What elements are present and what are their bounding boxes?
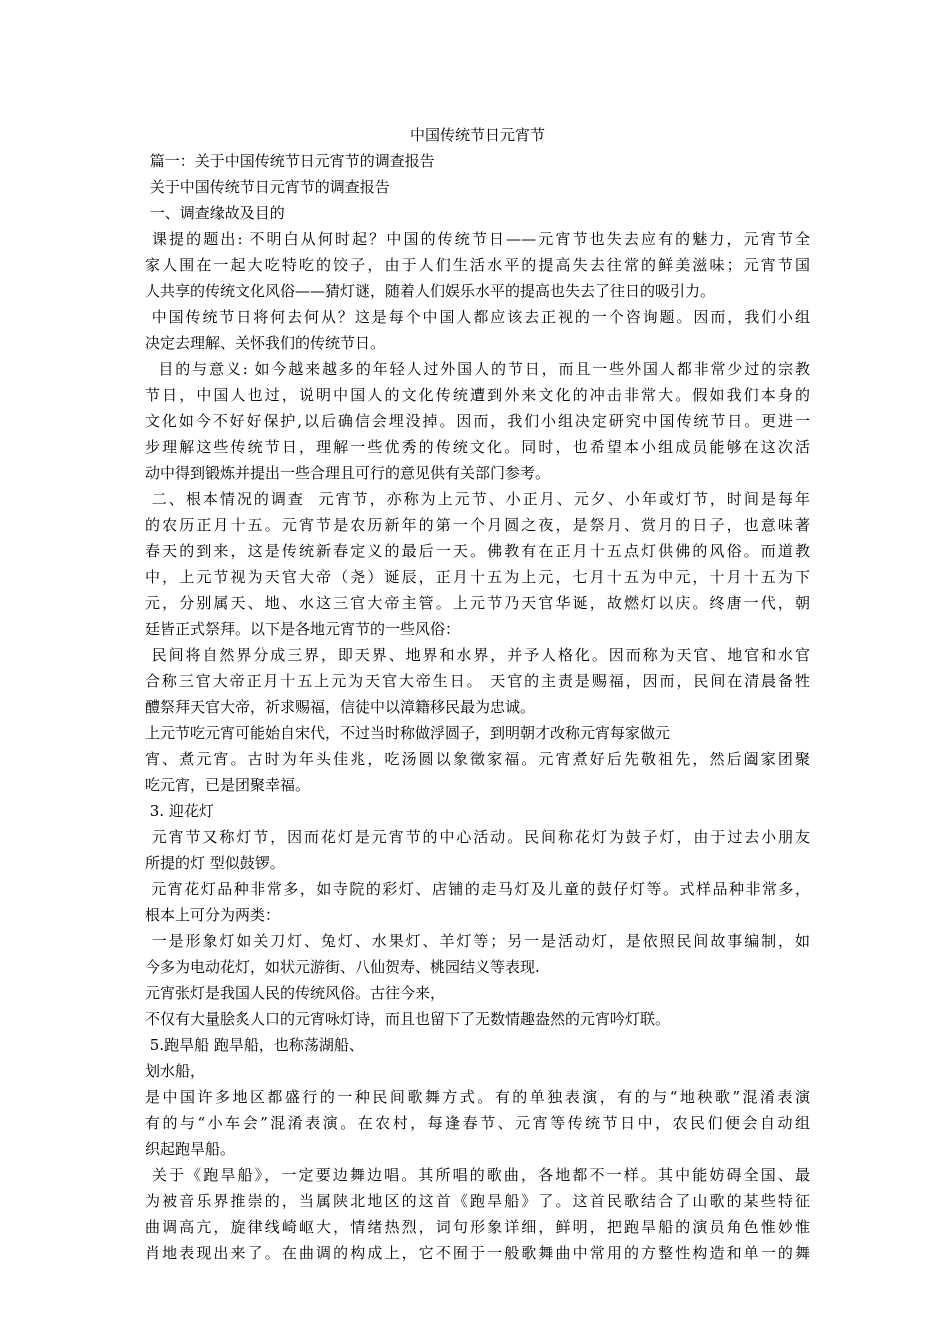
text-line: 篇一：关于中国传统节日元宵节的调查报告 (145, 152, 435, 170)
text-line: 一是形象灯如关刀灯、兔灯、水果灯、羊灯等；另一是活动灯，是依照民间故事编制，如 (145, 932, 810, 950)
text-line: 目的与意义: 如今越来越多的年轻人过外国人的节日，而且一些外国人都非常少过的宗教 (145, 360, 810, 378)
text-line: 吃元宵，已是团聚幸福。 (145, 776, 311, 794)
text-line: 中国传统节日将何去何从？这是每个中国人都应该去正视的一个咨询题。因而，我们小组 (145, 308, 810, 326)
text-line: 有的与“小车会”混淆表演。在农村，每逢春节、元宵等传统节日中，农民们便会自动组 (145, 1114, 810, 1132)
text-line: 文化如今不好好保护,以后确信会埋没掉。因而，我们小组决定研究中国传统节日。更进一 (145, 412, 810, 430)
text-line: 5.跑旱船 跑旱船，也称荡湖船、 (145, 1036, 364, 1054)
text-line: 步理解这些传统节日，理解一些优秀的传统文化。同时，也希望本小组成员能够在这次活 (145, 438, 810, 456)
text-line: 是中国许多地区都盛行的一种民间歌舞方式。有的单独表演，有的与“地秧歌”混淆表演 (145, 1088, 810, 1106)
text-line: 根本上可分为两类： (145, 906, 281, 924)
text-line: 所提的灯 型似鼓锣。 (145, 854, 285, 872)
text-line: 为被音乐界推崇的，当属陕北地区的这首《跑旱船》了。这首民歌结合了山歌的某些特征 (145, 1192, 810, 1210)
text-line: 动中得到锻炼并提出一些合理且可行的意见供有关部门参考。 (145, 464, 551, 482)
text-line: 今多为电动花灯，如状元游街、八仙贺寿、桃园结义等表现. (145, 958, 540, 976)
text-line: 家人围在一起大吃特吃的饺子，由于人们生活水平的提高失去往常的鲜美滋味；元宵节国 (145, 256, 810, 274)
text-line: 中，上元节视为天官大帝（尧）诞辰，正月十五为上元，七月十五为中元，十月十五为下 (145, 568, 810, 586)
text-line: 春天的到来，这是传统新春定义的最后一天。佛教有在正月十五点灯供佛的风俗。而道教 (145, 542, 810, 560)
text-line: 宵、煮元宵。古时为年头佳兆，吃汤圆以象徵家福。元宵煮好后先敬祖先，然后阖家团聚 (145, 750, 810, 768)
text-line: 二、根本情况的调查 元宵节，亦称为上元节、小正月、元夕、小年或灯节，时间是每年 (145, 490, 810, 508)
text-line: 曲调高亢，旋律线崎岖大，情绪热烈，词句形象详细，鲜明，把跑旱船的演员角色惟妙惟 (145, 1218, 810, 1236)
text-line: 肖地表现出来了。在曲调的构成上，它不囿于一般歌舞曲中常用的方整性构造和单一的舞 (145, 1244, 810, 1262)
text-line: 元宵节又称灯节，因而花灯是元宵节的中心活动。民间称花灯为鼓子灯，由于过去小朋友 (145, 828, 810, 846)
text-line: 上元节吃元宵可能始自宋代，不过当时称做浮圆子，到明朝才改称元宵每家做元 (145, 724, 671, 742)
text-line: 元宵花灯品种非常多，如寺院的彩灯、店铺的走马灯及儿童的鼓仔灯等。式样品种非常多， (145, 880, 810, 898)
text-line: 合称三官大帝正月十五上元为天官大帝生日。 天官的主责是赐福，因而，民间在清晨备牲 (145, 672, 810, 690)
document-title: 中国传统节日元宵节 (409, 126, 545, 144)
text-line: 节日，中国人也过，说明中国人的文化传统遭到外来文化的冲击非常大。假如我们本身的 (145, 386, 810, 404)
text-line: 决定去理解、关怀我们的传统节日。 (145, 334, 386, 352)
document-page (145, 122, 810, 1266)
text-line: 关于中国传统节日元宵节的调查报告 (145, 178, 390, 196)
text-line: 不仅有大量脍炙人口的元宵咏灯诗，而且也留下了无数情趣盎然的元宵吟灯联。 (145, 1010, 671, 1028)
text-line: 人共享的传统文化风俗——猜灯谜，随着人们娱乐水平的提高也失去了往日的吸引力。 (145, 282, 716, 300)
document-body (145, 148, 810, 1266)
text-line: 醴祭拜天官大帝，祈求赐福，信徒中以漳籍移民最为忠诚。 (145, 698, 536, 716)
text-line: 织起跑旱船。 (145, 1140, 236, 1158)
text-line: 关于《跑旱船》，一定要边舞边唱。其所唱的歌曲，各地都不一样。其中能妨碍全国、最 (145, 1166, 810, 1184)
text-line: 3. 迎花灯 (145, 802, 214, 820)
text-line: 的农历正月十五。元宵节是农历新年的第一个月圆之夜，是祭月、赏月的日子，也意味著 (145, 516, 810, 534)
text-line: 划水船， (145, 1062, 206, 1080)
text-line: 课提的题出: 不明白从何时起？中国的传统节日——元宵节也失去应有的魅力，元宵节全 (145, 230, 810, 248)
text-line: 一、调查缘故及目的 (145, 204, 285, 222)
text-line: 元，分别属天、地、水这三官大帝主管。上元节乃天官华诞，故燃灯以庆。终唐一代，朝 (145, 594, 810, 612)
text-line: 民间将自然界分成三界，即天界、地界和水界，并予人格化。因而称为天官、地官和水官 (145, 646, 810, 664)
text-line: 廷皆正式祭拜。以下是各地元宵节的一些风俗： (145, 620, 461, 638)
text-line: 元宵张灯是我国人民的传统风俗。古往今来， (145, 984, 446, 1002)
